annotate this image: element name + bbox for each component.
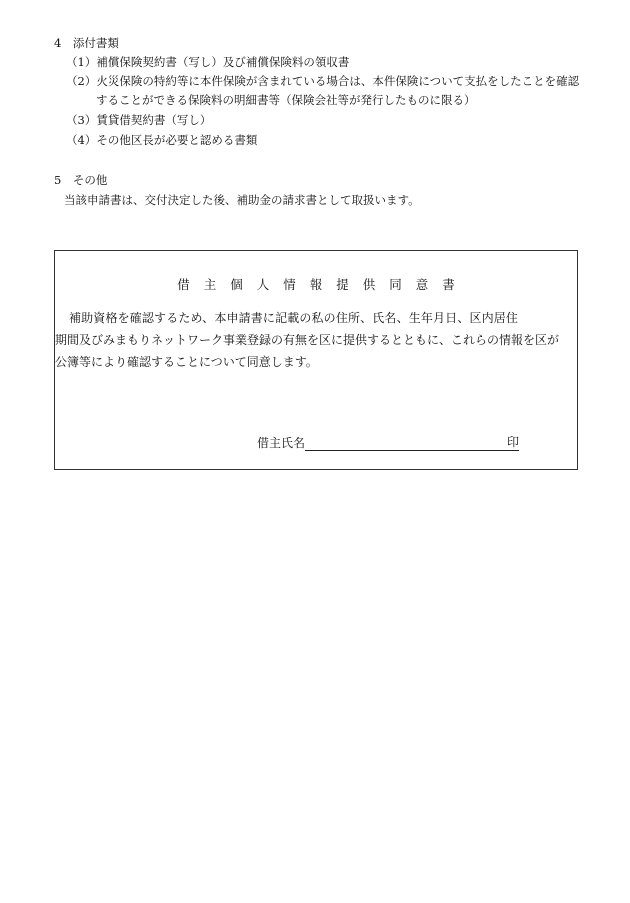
consent-title: 借主個人情報提供同意書 bbox=[177, 277, 469, 292]
attachment-item-4: （4）その他区長が必要と認める書類 bbox=[66, 133, 258, 147]
attachments-heading: 4 添付書類 bbox=[54, 36, 119, 50]
signature-field[interactable] bbox=[305, 436, 507, 451]
consent-body bbox=[55, 307, 579, 373]
signature-label: 借主氏名 bbox=[257, 436, 306, 450]
consent-form-box bbox=[54, 250, 578, 470]
attachment-item-1: （1）補償保険契約書（写し）及び補償保険料の領収書 bbox=[66, 55, 350, 69]
attachment-item-3: （3）賃貸借契約書（写し） bbox=[66, 113, 212, 127]
signature-row bbox=[257, 433, 519, 451]
consent-body-line-3: 公簿等により確認することについて同意します。 bbox=[55, 355, 318, 369]
other-text: 当該申請書は、交付決定した後、補助金の請求書として取扱います。 bbox=[64, 193, 420, 207]
seal-mark: 印 bbox=[507, 435, 520, 449]
consent-body-line-1: 補助資格を確認するため、本申請書に記載の私の住所、氏名、生年月日、区内居住 bbox=[69, 311, 519, 325]
other-heading: 5 その他 bbox=[54, 173, 108, 187]
attachment-item-2-continued: することができる保険料の明細書等（保険会社等が発行したものに限る） bbox=[96, 93, 476, 107]
attachment-item-2: （2）火災保険の特約等に本件保険が含まれている場合は、本件保険について支払をしたことを確認 bbox=[66, 74, 580, 88]
consent-body-line-2: 期間及びみまもりネットワーク事業登録の有無を区に提供するとともに、これらの情報を区が bbox=[55, 333, 560, 347]
